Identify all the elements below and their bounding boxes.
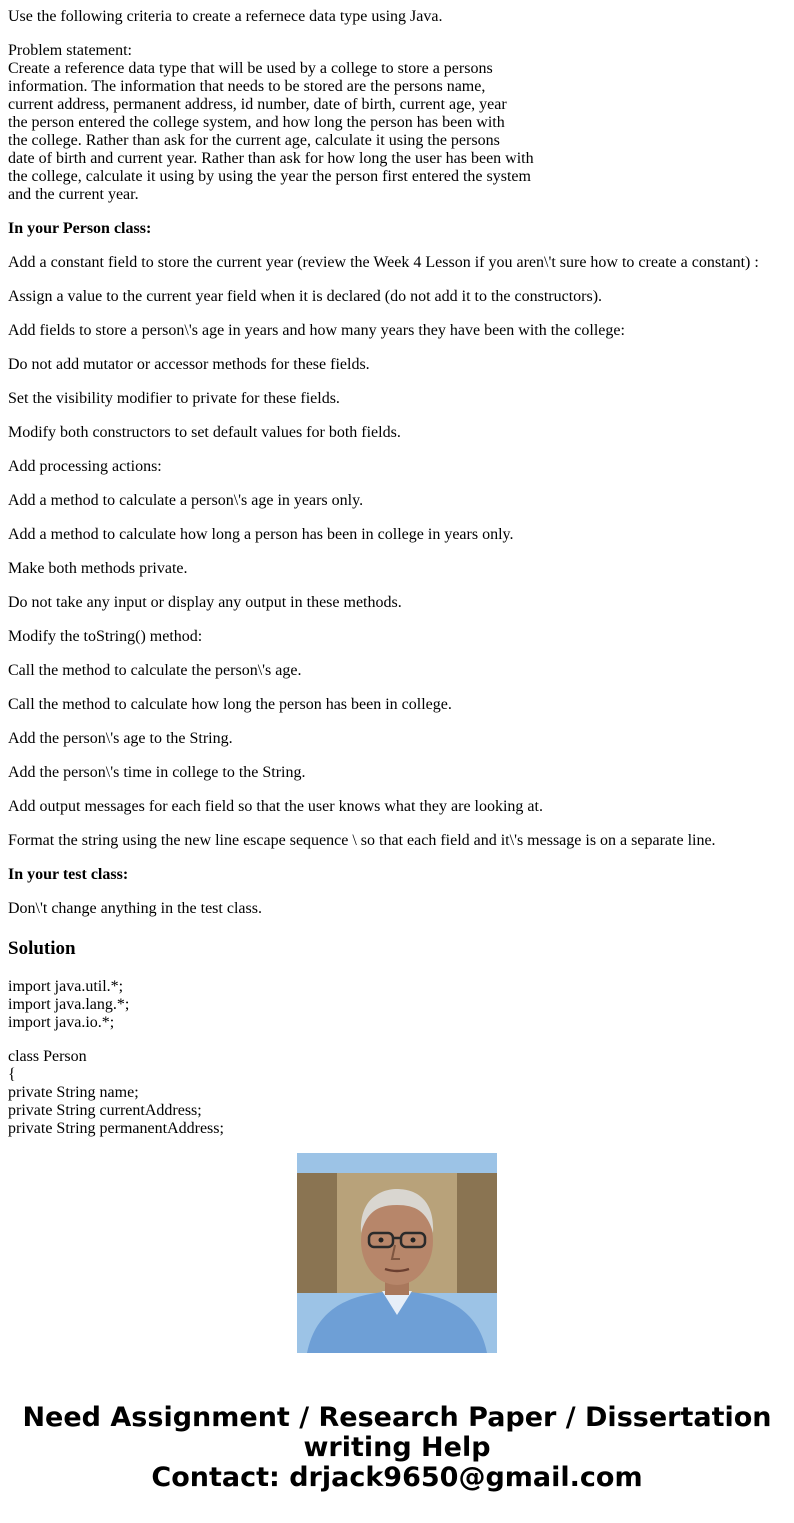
code-line: import java.lang.*;	[8, 996, 130, 1013]
problem-statement	[8, 42, 786, 204]
instruction-item: Add a method to calculate how long a person has been in college in years only.	[8, 526, 514, 543]
problem-statement-line: the college. Rather than ask for the current age, calculate it using the persons	[8, 132, 500, 149]
problem-statement-line: Problem statement:	[8, 42, 132, 59]
footer-line: Need Assignment / Research Paper / Dissertation	[22, 1402, 772, 1433]
person-class-heading: In your Person class:	[8, 220, 152, 237]
instruction-item: Assign a value to the current year field when it is declared (do not add it to the constructors).	[8, 288, 603, 305]
code-line: private String permanentAddress;	[8, 1120, 224, 1137]
code-line: import java.util.*;	[8, 978, 124, 995]
instruction-item: Do not add mutator or accessor methods for these fields.	[8, 356, 370, 373]
intro-text: Use the following criteria to create a refernece data type using Java.	[8, 8, 443, 25]
instruction-item: Call the method to calculate how long the person has been in college.	[8, 696, 452, 713]
problem-statement-line: date of birth and current year. Rather than ask for how long the user has been with	[8, 150, 534, 167]
solution-code	[8, 978, 786, 1138]
instruction-item: Add processing actions:	[8, 458, 162, 475]
instruction-item: Call the method to calculate the person\'s age.	[8, 662, 302, 679]
footer-line: writing Help	[303, 1432, 491, 1463]
problem-statement-line: the college, calculate it using by using the year the person first entered the system	[8, 168, 531, 185]
footer-banner	[0, 1403, 794, 1493]
code-line: private String name;	[8, 1084, 139, 1101]
problem-statement-line: Create a reference data type that will be used by a college to store a persons	[8, 60, 493, 77]
problem-statement-line: information. The information that needs to be stored are the persons name,	[8, 78, 486, 95]
solution-heading: Solution	[8, 938, 76, 959]
footer-contact: Contact: drjack9650@gmail.com	[151, 1462, 643, 1493]
instruction-item: Add the person\'s age to the String.	[8, 730, 233, 747]
person-portrait-icon	[297, 1153, 497, 1353]
instruction-item: Do not take any input or display any output in these methods.	[8, 594, 402, 611]
instruction-item: Modify the toString() method:	[8, 628, 203, 645]
code-line: import java.io.*;	[8, 1014, 115, 1031]
instruction-item: Add output messages for each field so that the user knows what they are looking at.	[8, 798, 543, 815]
problem-statement-line: and the current year.	[8, 186, 139, 203]
document-content	[8, 0, 786, 1137]
test-class-heading: In your test class:	[8, 866, 129, 883]
instruction-item: Make both methods private.	[8, 560, 188, 577]
instruction-item: Add fields to store a person\'s age in years and how many years they have been with the college:	[8, 322, 625, 339]
instruction-item: Don\'t change anything in the test class.	[8, 900, 262, 917]
problem-statement-line: current address, permanent address, id number, date of birth, current age, year	[8, 96, 507, 113]
instruction-item: Add the person\'s time in college to the String.	[8, 764, 306, 781]
avatar	[297, 1153, 497, 1353]
instruction-item: Add a constant field to store the current year (review the Week 4 Lesson if you aren\'t sure how to create a constant) :	[8, 254, 759, 271]
code-line: class Person	[8, 1048, 87, 1065]
instruction-item: Modify both constructors to set default values for both fields.	[8, 424, 401, 441]
instruction-item: Add a method to calculate a person\'s age in years only.	[8, 492, 364, 509]
problem-statement-line: the person entered the college system, and how long the person has been with	[8, 114, 505, 131]
code-line: private String currentAddress;	[8, 1102, 202, 1119]
instruction-item: Format the string using the new line escape sequence \ so that each field and it\'s message is on a separate line.	[8, 832, 716, 849]
code-line: {	[8, 1066, 16, 1083]
instruction-item: Set the visibility modifier to private for these fields.	[8, 390, 340, 407]
